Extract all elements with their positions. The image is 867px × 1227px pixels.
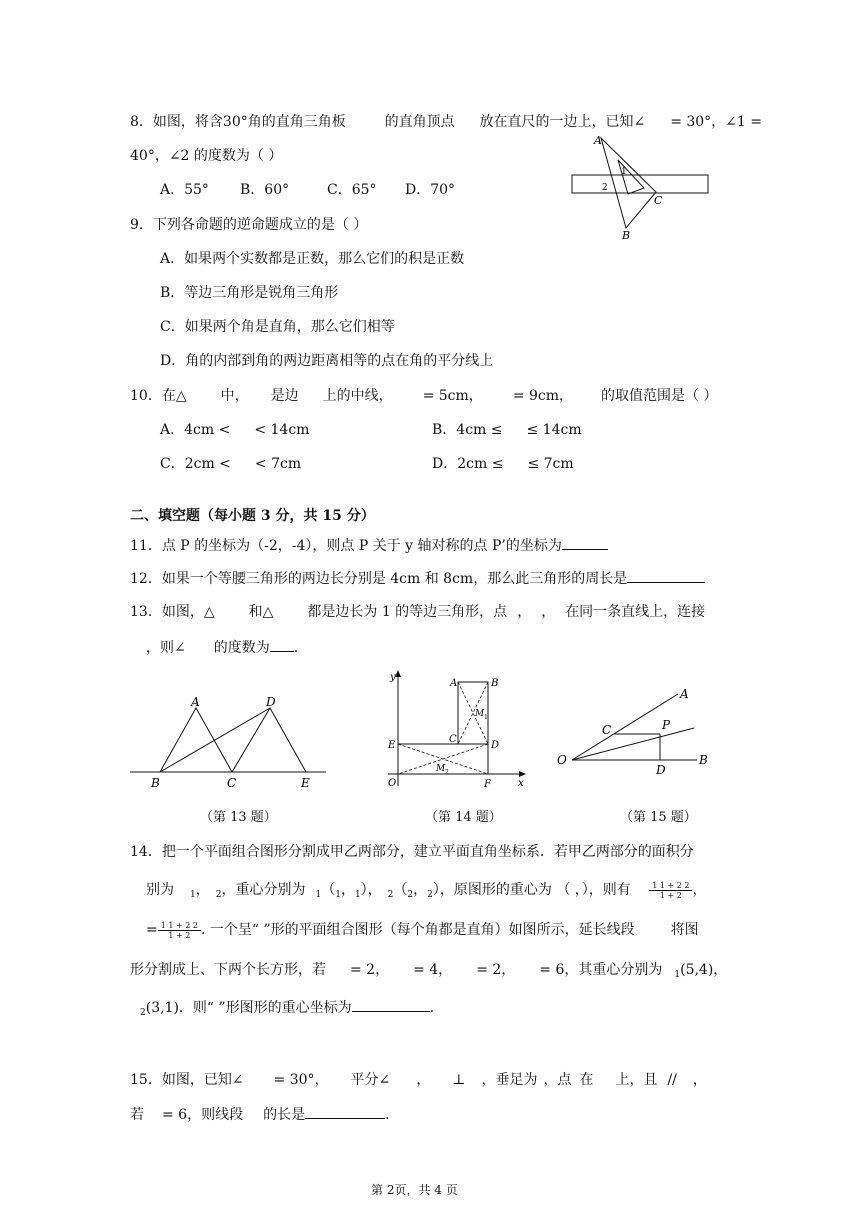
q14-line4: 形分割成上、下两个长方形，若 = 2， = 4， = 2， = 6，其重心分别为 $_1$(5,4)， <box>130 962 728 980</box>
y-axis-arrow <box>395 670 401 677</box>
q9-option-b: B．等边三角形是锐角三角形 <box>160 285 339 301</box>
q14-line5: $_2$(3,1)．则“ ”形图形的重心坐标为 ． <box>140 997 444 1023</box>
q14-answer-blank[interactable] <box>352 997 430 1012</box>
label-D: D <box>656 763 666 777</box>
q12-text: 12．如果一个等腰三角形的两边长分别是 4cm 和 8cm，那么此三角形的周长是 <box>130 571 628 587</box>
outer-triangle <box>601 138 656 228</box>
label-A: A <box>450 678 458 689</box>
q9-option-a: A．如果两个实数都是正数，那么它们的积是正数 <box>160 251 465 267</box>
q10-text-6: = 9cm， <box>512 388 574 404</box>
q8-option-d: D．70° <box>405 182 456 198</box>
q14-fraction-1: $\frac{1 1 + 2 2}{1 + 2}$ <box>649 881 692 900</box>
label-M1: M <box>475 709 485 719</box>
ray-op <box>572 728 694 760</box>
x-axis-arrow <box>519 771 526 777</box>
label-O: O <box>557 753 567 767</box>
fig14-caption: （第 14 题） <box>425 810 502 825</box>
q14-line2: 别为 $_1$， $_2$，重心分别为 $_1(_1$，$_1$）， $_2(_2$，$_2$），原图形的重心为 （ ，），则有 $\frac{1 1 + 2 2}{1 + 2}$ ， <box>146 880 707 900</box>
label-B: B <box>491 678 499 689</box>
label-E: E <box>388 740 396 751</box>
q11-answer-blank[interactable] <box>562 535 608 550</box>
label-y: y <box>390 672 396 683</box>
q13-line1: 13．如图，△ 和△ 都是边长为 1 的等边三角形，点 ， ， 在同一条直线上，连接 <box>130 604 706 620</box>
q9-option-c: C．如果两个角是直角，那么它们相等 <box>160 319 395 335</box>
q10-text-5: = 5cm， <box>422 388 483 404</box>
q12-line <box>130 568 705 589</box>
q8-line2: 40°，∠2 的度数为（ ） <box>130 148 283 164</box>
q8-option-a: A．55° <box>160 182 209 198</box>
label-A: A <box>594 134 602 147</box>
q10-text-3: 是边 <box>270 388 299 404</box>
q8-text-c: 放在直尺的一边上，已知∠ <box>479 114 646 130</box>
q10-option-d: D．2cm ≤ ≤ 7cm <box>432 456 574 472</box>
label-E: E <box>301 776 310 790</box>
q10-text-7: 的取值范围是（ ） <box>601 388 718 404</box>
section2-title: 二、填空题（每小题 3 分，共 15 分） <box>130 508 375 524</box>
q11-line <box>130 535 608 556</box>
q12-answer-blank[interactable] <box>627 568 705 583</box>
q15-line2: 若 = 6，则线段 的长是 ． <box>130 1104 399 1125</box>
label-A: A <box>680 687 689 701</box>
label-1: 1 <box>621 167 627 177</box>
q10-text-2: 中， <box>220 388 249 404</box>
q8-text-d: = 30°，∠1 = <box>670 114 763 130</box>
q9-option-d: D．角的内部到角的两边距离相等的点在角的平分线上 <box>160 353 494 369</box>
fig15-caption: （第 15 题） <box>620 810 697 825</box>
fig13-triangles <box>128 690 328 790</box>
q9-stem: 9．下列各命题的逆命题成立的是（ ） <box>130 217 368 233</box>
label-A: A <box>191 695 200 709</box>
q8-line1 <box>130 112 762 132</box>
label-C: C <box>449 734 457 745</box>
label-B: B <box>622 229 631 242</box>
q15-answer-blank[interactable] <box>305 1104 385 1119</box>
q8-ruler-triangle-figure <box>566 130 716 245</box>
label-2: 2 <box>602 183 608 193</box>
label-O: O <box>388 778 397 789</box>
q10-option-a: A．4cm < < 14cm <box>160 422 310 438</box>
label-M2-sub: 2 <box>445 769 449 776</box>
q10-stem <box>130 386 717 406</box>
q14-line1: 14．把一个平面组合图形分割成甲乙两部分，建立平面直角坐标系．若甲乙两部分的面积分 <box>130 844 694 860</box>
q13-line2: ，则∠ 的度数为 . <box>146 637 298 658</box>
label-x: x <box>518 778 524 789</box>
q11-text: 11．点 P 的坐标为（-2，-4），则点 P 关于 y 轴对称的点 P’的坐标为 <box>130 538 562 554</box>
q10-option-b: B．4cm ≤ ≤ 14cm <box>432 422 582 438</box>
label-C: C <box>654 194 663 207</box>
q8-option-c: C．65° <box>327 182 377 198</box>
q10-text-1: 10．在△ <box>130 388 187 404</box>
label-D: D <box>266 695 276 709</box>
label-D: D <box>491 740 500 751</box>
label-C: C <box>602 723 612 737</box>
q8-text-a: 8．如图，将含30°角的直角三角板 <box>130 114 346 130</box>
q15-line1: 15．如图，已知∠ = 30°， 平分∠ ， ⊥ ，垂足为 ，点 在 上，且 // ， <box>130 1072 707 1088</box>
q8-text-b: 的直角顶点 <box>384 114 455 130</box>
label-F: F <box>484 779 491 790</box>
label-B: B <box>699 753 708 767</box>
q10-text-4: 上的中线， <box>322 388 393 404</box>
label-B: B <box>151 776 160 790</box>
fig15-angle-figure <box>552 684 722 784</box>
q13-answer-blank[interactable] <box>270 637 294 652</box>
q10-option-c: C．2cm < < 7cm <box>160 456 302 472</box>
label-M2: M <box>436 764 446 774</box>
segment-bd <box>160 708 270 772</box>
fig13-caption: （第 13 题） <box>200 810 277 825</box>
triangle-abc <box>160 708 232 772</box>
fig14-coordinate-figure <box>378 668 528 792</box>
triangle-dce <box>232 708 306 772</box>
q14-line3: = $\frac{1 1 + 2 2}{1 + 2}$ . 一个呈“ ”形的平面组合图形（每个角都是直角）如图所示，延长线段 将图 <box>146 920 699 940</box>
label-P: P <box>662 718 671 732</box>
q14-fraction-2: $\frac{1 1 + 2 2}{1 + 2}$ <box>158 921 201 940</box>
label-C: C <box>227 776 237 790</box>
q8-option-b: B．60° <box>240 182 290 198</box>
label-M1-sub: 1 <box>484 714 488 721</box>
page-footer: 第 2页，共 4 页 <box>371 1183 458 1197</box>
